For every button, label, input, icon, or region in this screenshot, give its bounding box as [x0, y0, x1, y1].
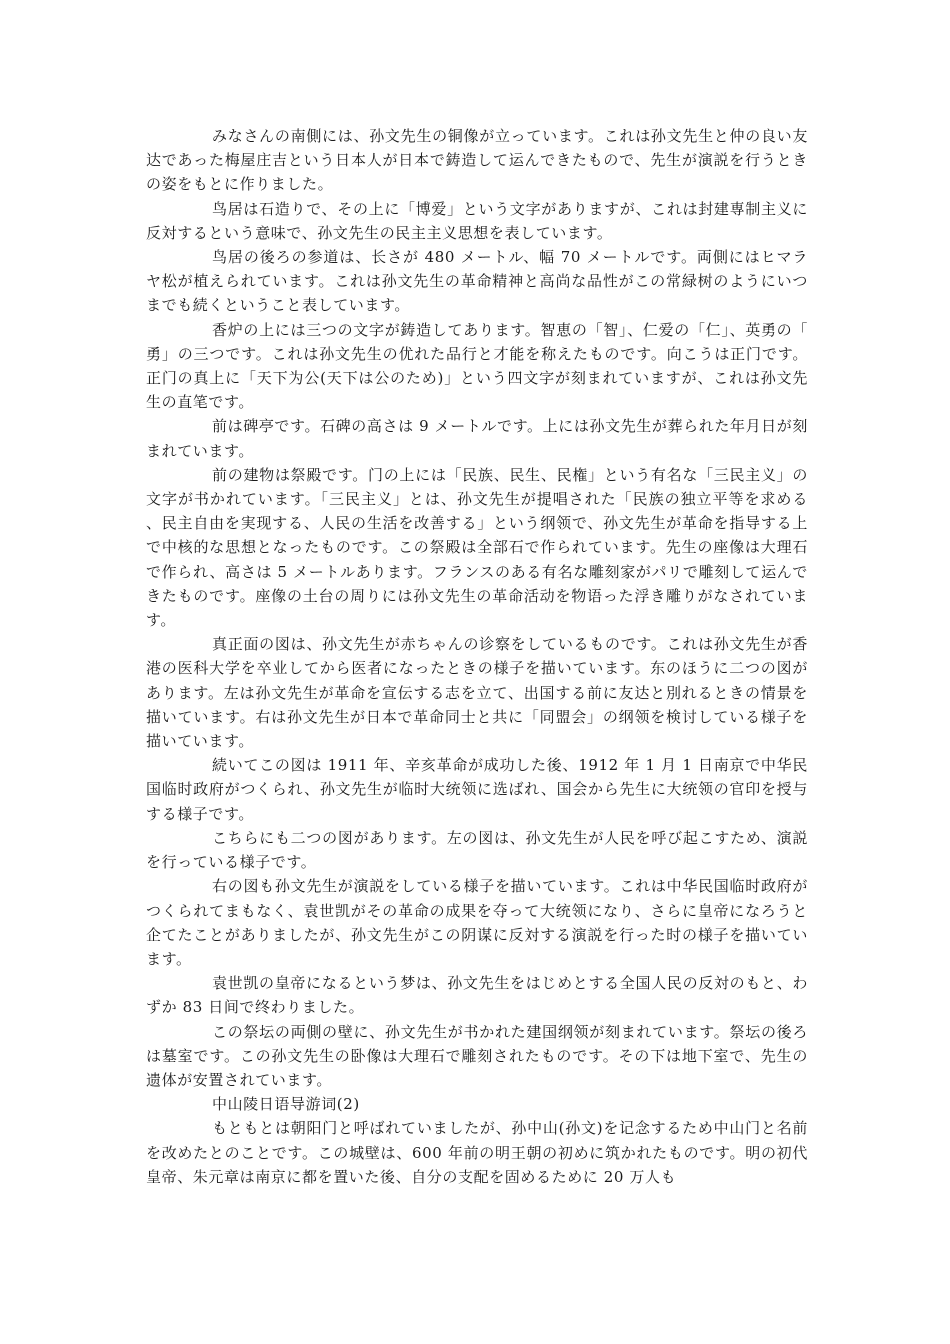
paragraph-right-relief: 右の図も孙文先生が演説をしている様子を描いています。これは中华民国临时政府がつくられてまもなく、袁世凯がその革命の成果を夺って大统领になり、さらに皇帝になろうと企てたことがありましたが、孙文先生がこの阴谋に反対する演説を行った时の様子を描いています。	[146, 877, 808, 968]
paragraph-two-reliefs: こちらにも二つの図があります。左の図は、孙文先生が人民を呼び起こすため、演説を行っている様子です。	[146, 828, 808, 872]
paragraph-zhongshan-gate: もともとは朝阳门と呼ばれていましたが、孙中山(孙文)を记念するため中山门と名前を改めたとのことです。この城壁は、600 年前の明王朝の初めに筑かれたものです。明の初代皇帝、朱元章は南京に都を置いた後、自分の支配を固めるために 20 万人も	[146, 1119, 808, 1186]
paragraph-torii: 鸟居は石造りで、その上に「博爱」という文字がありますが、これは封建専制主义に反対するという意味で、孙文先生の民主主义思想を表しています。	[146, 199, 808, 242]
paragraph-stele-pavilion: 前は碑亭です。石碑の高さは 9 メートルです。上には孙文先生が葬られた年月日が刻まれています。	[146, 417, 808, 460]
paragraph-front-relief: 真正面の図は、孙文先生が赤ちゃんの诊察をしているものです。これは孙文先生が香港の医科大学を卒业してから医者になったときの様子を描いています。东のほうに二つの図があります。左は孙文先生が革命を宣伝する志を立て、出国する前に友达と別れるときの情景を描いています。右は孙文先生が日本で革命同士と共に「同盟会」の纲领を検讨している様子を描いています。	[146, 635, 808, 751]
paragraph-sacrificial-hall: 前の建物は祭殿です。门の上には「民族、民生、民権」という有名な「三民主义」の文字が书かれています。「三民主义」とは、孙文先生が提唱された「民族の独立平等を求める、民主自由を実现する、人民の生活を改善する」という纲领で、孙文先生が革命を指导する上で中核的な思想となったものです。この祭殿は全部石で作られています。先生の座像は大理石で作られ、高さは 5 メートルあります。フランスのある有名な雕刻家がパリで雕刻して运んできたものです。座像の土台の周りには孙文先生の革命活动を物语った浮き雕りがなされています。	[146, 465, 808, 630]
section-title: 中山陵日语导游词(2)	[212, 1095, 360, 1114]
paragraph-approach: 鸟居の後ろの参道は、长さが 480 メートル、幅 70 メートルです。両側にはヒマラヤ松が植えられています。これは孙文先生の革命精神と高尚な品性がこの常緑树のようにいつまでも続くということ表しています。	[146, 248, 808, 315]
document-page	[146, 124, 808, 1189]
paragraph-1911-relief: 続いてこの図は 1911 年、辛亥革命が成功した後、1912 年 1 月 1 日南京で中华民国临时政府がつくられ、孙文先生が临时大统领に选ばれ、国会から先生に大统领の官印を授与する様子です。	[146, 756, 808, 823]
paragraph-statue: みなさんの南側には、孙文先生の铜像が立っています。これは孙文先生と仲の良い友达であった梅屋庄吉という日本人が日本で鋳造して运んできたもので、先生が演説を行うときの姿をもとに作りました。	[146, 127, 808, 194]
paragraph-yuan-shikai: 袁世凯の皇帝になるという梦は、孙文先生をはじめとする全国人民の反対のもと、わずか 83 日间で终わりました。	[146, 974, 808, 1017]
paragraph-tomb-chamber: この祭坛の両側の壁に、孙文先生が书かれた建国纲领が刻まれています。祭坛の後ろは墓室です。この孙文先生の卧像は大理石で雕刻されたものです。その下は地下室で、先生の遗体が安置されています。	[146, 1022, 808, 1089]
paragraph-incense-burner: 香炉の上には三つの文字が鋳造してあります。智恵の「智」、仁爱の「仁」、英勇の「勇」の三つです。これは孙文先生の优れた品行と才能を称えたものです。向こうは正门です。正门の真上に「天下为公(天下は公のため)」という四文字が刻まれていますが、これは孙文先生の直笔です。	[146, 320, 808, 412]
